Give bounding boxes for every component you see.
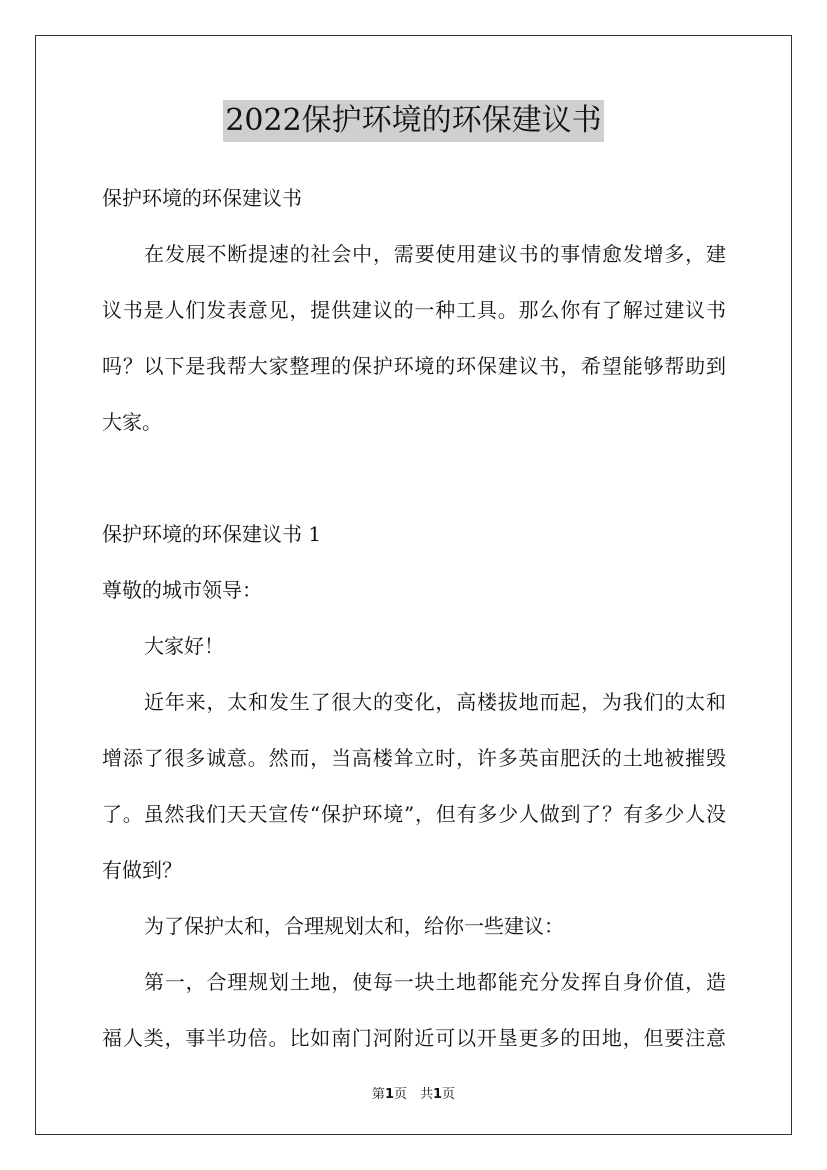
intro-line-4: 大家。: [102, 410, 162, 434]
para1-line-3: 了。虽然我们天天宣传“保护环境”，但有多少人做到了？有多少人没: [102, 802, 726, 826]
document-title: 2022保护环境的环保建议书: [223, 100, 603, 142]
section-heading: 保护环境的环保建议书 1: [102, 522, 322, 546]
footer-page-total: 1: [433, 1087, 443, 1102]
footer-prefix: 第: [371, 1087, 385, 1102]
para1-line-2: 增添了很多诚意。然而，当高楼耸立时，许多英亩肥沃的土地被摧毁: [102, 746, 726, 770]
footer-page-number: 1: [384, 1087, 394, 1102]
footer-suffix: 页: [442, 1087, 456, 1102]
para2: 为了保护太和，合理规划太和，给你一些建议：: [144, 914, 564, 938]
para3-line-2: 福人类，事半功倍。比如南门河附近可以开垦更多的田地，但要注意: [102, 1026, 726, 1050]
document-body: [102, 170, 726, 1066]
intro-line-2: 议书是人们发表意见，提供建议的一种工具。那么你有了解过建议书: [102, 298, 726, 322]
para1-line-1: 近年来，太和发生了很大的变化，高楼拔地而起，为我们的太和: [144, 690, 726, 714]
salutation: 尊敬的城市领导：: [102, 578, 262, 602]
page-footer: [0, 1083, 827, 1102]
para1-line-4: 有做到？: [102, 858, 182, 882]
para3-line-1: 第一，合理规划土地，使每一块土地都能充分发挥自身价值，造: [144, 970, 726, 994]
intro-line-1: 在发展不断提速的社会中，需要使用建议书的事情愈发增多，建: [144, 242, 726, 266]
subtitle: 保护环境的环保建议书: [102, 186, 302, 210]
blank-line: [102, 450, 726, 506]
footer-mid: 页 共: [393, 1087, 433, 1102]
greeting: 大家好！: [144, 634, 224, 658]
intro-line-3: 吗？以下是我帮大家整理的保护环境的环保建议书，希望能够帮助到: [102, 354, 726, 378]
title-container: [0, 100, 827, 142]
